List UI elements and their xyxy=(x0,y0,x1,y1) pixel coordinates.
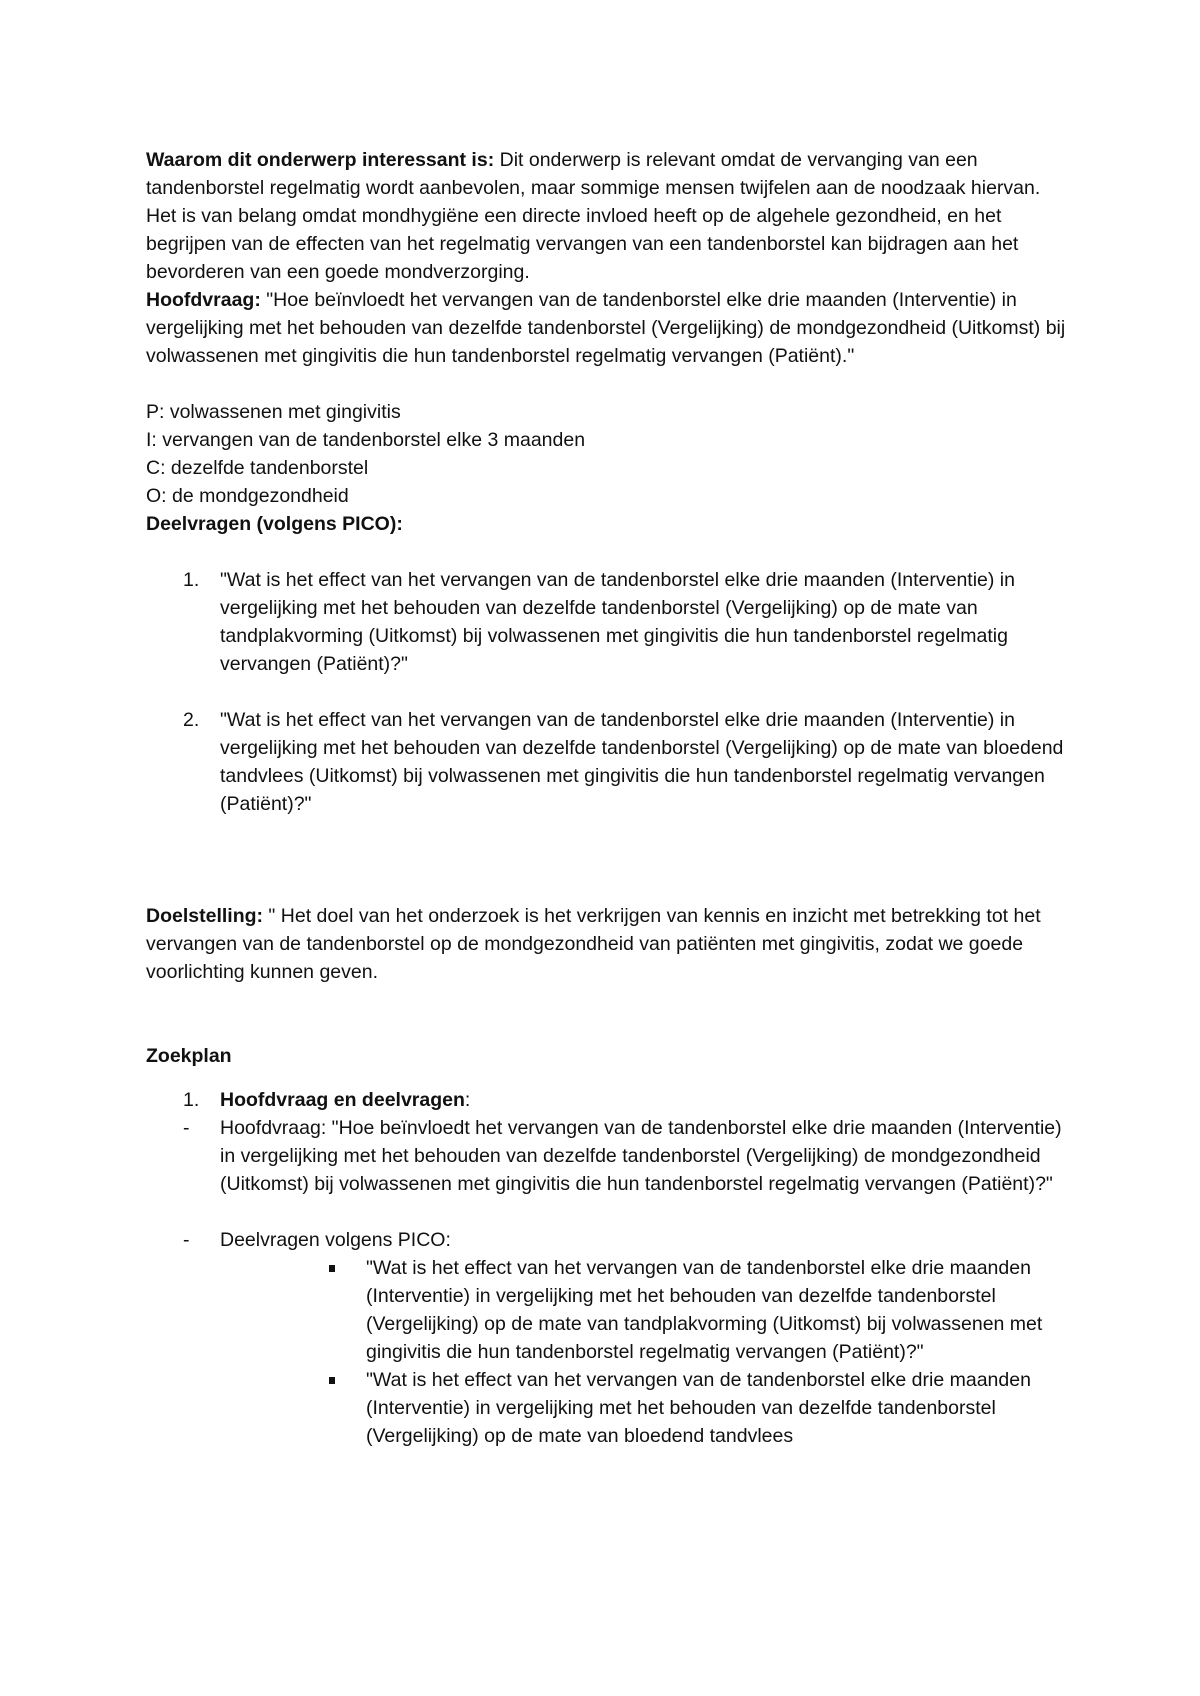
dash-list-item xyxy=(146,1114,1066,1198)
intro-label: Waarom dit onderwerp interessant is: xyxy=(146,149,495,171)
dash-marker: - xyxy=(183,1229,190,1251)
zoekplan-item-label: Hoofdvraag en deelvragen xyxy=(220,1089,465,1111)
deelvraag-text: "Wat is het effect van het vervangen van de tandenborstel elke drie maanden (Interventie) in vergelijking met het behouden van dezelfde tandenborstel (Vergelijking) op de mate van bloedend tandvlees (Uitkomst) bij volwassenen met gingivitis die hun tandenborstel regelmatig vervangen (Patiënt)?" xyxy=(220,709,1064,815)
spacer xyxy=(146,986,1066,1042)
spacer xyxy=(146,1070,1066,1086)
list-number: 1. xyxy=(183,1089,200,1111)
zoekplan-item-suffix: : xyxy=(464,1089,471,1111)
pico-line-c: C: dezelfde tandenborstel xyxy=(146,457,369,479)
intro-text: Dit onderwerp is relevant omdat de vervanging van een tandenborstel regelmatig wordt aanbevolen, maar sommige mensen twijfelen aan de noodzaak hiervan. Het is van belang omdat mondhygiëne een directe invloed heeft op de algehele gezondheid, en het begrijpen van de effecten van het regelmatig vervangen van een tandenborstel kan bijdragen aan het bevorderen van een goede mondverzorging. xyxy=(146,149,1041,283)
deelvraag-text: "Wat is het effect van het vervangen van de tandenborstel elke drie maanden (Interventie) in vergelijking met het behouden van dezelfde tandenborstel (Vergelijking) op de mate van tandplakvorming (Uitkomst) bij volwassenen met gingivitis die hun tandenborstel regelmatig vervangen (Patiënt)?" xyxy=(220,569,1015,675)
spacer xyxy=(146,874,1066,902)
document-page xyxy=(146,146,1066,1450)
spacer xyxy=(146,818,1066,874)
square-bullet-icon xyxy=(329,1377,335,1384)
zoekplan-heading-text: Zoekplan xyxy=(146,1045,232,1067)
deelvragen-heading xyxy=(146,510,1066,538)
doelstelling-text: " Het doel van het onderzoek is het verkrijgen van kennis en inzicht met betrekking tot het vervangen van de tandenborstel op de mondgezondheid van patiënten met gingivitis, zodat we goede voorlichting kunnen geven. xyxy=(146,905,1041,983)
spacer xyxy=(146,678,1066,706)
hoofdvraag-paragraph xyxy=(146,286,1066,370)
spacer xyxy=(146,538,1066,566)
zoekplan-deelvragen-label: Deelvragen volgens PICO: xyxy=(220,1229,451,1251)
square-bullet-icon xyxy=(329,1265,335,1272)
spacer xyxy=(146,1198,1066,1226)
zoekplan-heading xyxy=(146,1042,1066,1070)
list-number: 1. xyxy=(183,569,200,591)
intro-paragraph xyxy=(146,146,1066,286)
doelstelling-label: Doelstelling: xyxy=(146,905,264,927)
bullet-text: "Wat is het effect van het vervangen van de tandenborstel elke drie maanden (Interventie) in vergelijking met het behouden van dezelfde tandenborstel (Vergelijking) op de mate van bloedend tandvlees xyxy=(366,1369,1031,1447)
pico-line-i: I: vervangen van de tandenborstel elke 3 maanden xyxy=(146,429,586,451)
deelvraag-item xyxy=(146,566,1066,678)
dash-marker: - xyxy=(183,1117,190,1139)
deelvraag-item xyxy=(146,706,1066,818)
zoekplan-item xyxy=(146,1086,1066,1114)
bullet-list-item xyxy=(146,1366,1066,1450)
doelstelling-paragraph xyxy=(146,902,1066,986)
bullet-list-item xyxy=(146,1254,1066,1366)
dash-list-item xyxy=(146,1226,1066,1254)
hoofdvraag-label: Hoofdvraag: xyxy=(146,289,261,311)
zoekplan-hoofdvraag-text: Hoofdvraag: "Hoe beïnvloedt het vervangen van de tandenborstel elke drie maanden (Interventie) in vergelijking met het behouden van dezelfde tandenborstel (Vergelijking) de mondgezondheid (Uitkomst) bij volwassenen met gingivitis die hun tandenborstel regelmatig vervangen (Patiënt)?" xyxy=(220,1117,1062,1195)
pico-line-o: O: de mondgezondheid xyxy=(146,485,349,507)
zoekplan-item-text xyxy=(220,1086,1066,1114)
spacer xyxy=(146,370,1066,398)
hoofdvraag-text: "Hoe beïnvloedt het vervangen van de tandenborstel elke drie maanden (Interventie) in vergelijking met het behouden van dezelfde tandenborstel (Vergelijking) de mondgezondheid (Uitkomst) bij volwassenen met gingivitis die hun tandenborstel regelmatig vervangen (Patiënt)." xyxy=(146,289,1066,367)
deelvragen-heading-text: Deelvragen (volgens PICO): xyxy=(146,513,403,535)
bullet-text: "Wat is het effect van het vervangen van de tandenborstel elke drie maanden (Interventie) in vergelijking met het behouden van dezelfde tandenborstel (Vergelijking) op de mate van tandplakvorming (Uitkomst) bij volwassenen met gingivitis die hun tandenborstel regelmatig vervangen (Patiënt)?" xyxy=(366,1257,1043,1363)
pico-line-p: P: volwassenen met gingivitis xyxy=(146,401,401,423)
list-number: 2. xyxy=(183,709,200,731)
